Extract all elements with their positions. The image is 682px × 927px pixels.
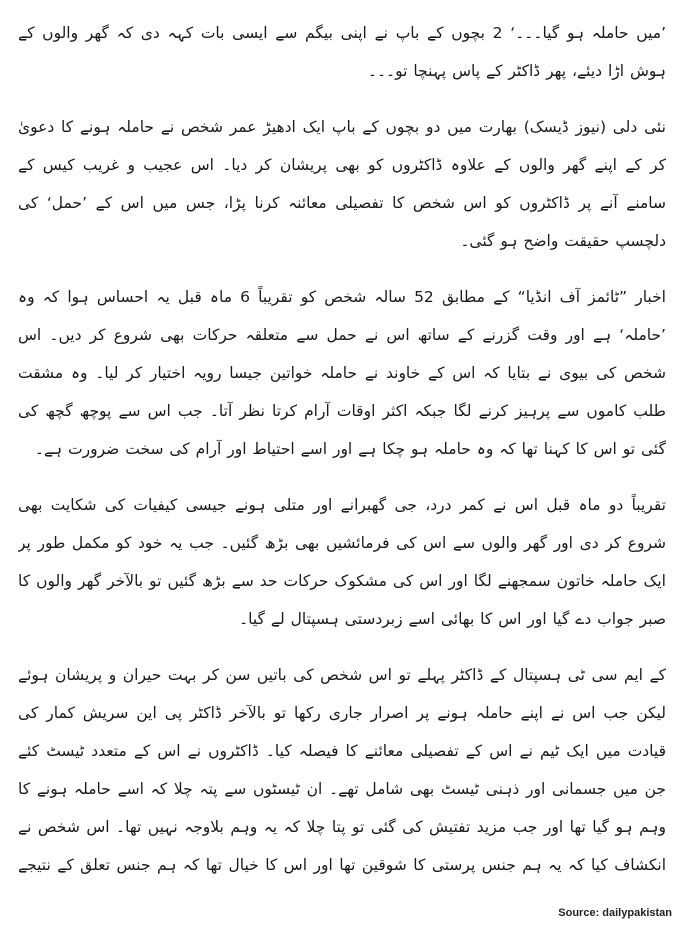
article-paragraph: اخبار ”ٹائمز آف انڈیا“ کے مطابق 52 سالہ شخص کو تقریباً 6 ماہ قبل یہ احساس ہوا کہ وہ ’حاملہ‘ ہے اور وقت گزرنے کے ساتھ اس نے حمل سے متعلقہ حرکات بھی شروع کر دیں۔ اس شخص کی بیوی نے بتایا کہ اس کے خاوند نے حاملہ خواتین جیسا رویہ اختیار کر لیا۔ وہ مشقت طلب کاموں سے پرہیز کرنے لگا جبکہ اکثر اوقات آرام کرتا نظر آتا۔ جب اس سے پوچھ گچھ کی گئی تو اس کا کہنا تھا کہ وہ حاملہ ہو چکا ہے اور اسے احتیاط اور آرام کی سخت ضرورت ہے۔: [18, 288, 666, 458]
article-headline-paragraph: ’میں حاملہ ہو گیا۔۔۔‘ 2 بچوں کے باپ نے اپنی بیگم سے ایسی بات کہہ دی کہ گھر والوں کے ہوش اڑا دیئے، پھر ڈاکٹر کے پاس پہنچا تو۔۔۔: [18, 24, 666, 80]
source-credit: Source: dailypakistan: [558, 907, 672, 919]
article-paragraph: کے ایم سی ٹی ہسپتال کے ڈاکٹر پہلے تو اس شخص کی باتیں سن کر بہت حیران و پریشان ہوئے لیکن جب اس نے اپنے حاملہ ہونے پر اصرار جاری رکھا تو بالآخر ڈاکٹر پی این سریش کمار کی قیادت میں ایک ٹیم نے اس کے تفصیلی معائنے کا فیصلہ کیا۔ ڈاکٹروں نے اس کے متعدد ٹیسٹ کئے جن میں جسمانی اور ذہنی ٹیسٹ بھی شامل تھے۔ ان ٹیسٹوں سے پتہ چلا کہ اسے حاملہ ہونے کا وہم ہو گیا تھا اور جب مزید تفتیش کی گئی تو پتا چلا کہ یہ وہم بلاوجہ نہیں تھا۔ اس شخص نے انکشاف کیا کہ یہ ہم جنس پرستی کا شوقین تھا اور اس کا خیال تھا کہ ہم جنس تعلق کے نتیجے: [18, 666, 666, 874]
article-paragraph: نئی دلی (نیوز ڈیسک) بھارت میں دو بچوں کے باپ ایک ادھیڑ عمر شخص نے حاملہ ہونے کا دعویٰ کر کے اپنے گھر والوں کے علاوہ ڈاکٹروں کو بھی پریشان کر دیا۔ اس عجیب و غریب کیس کے سامنے آنے پر ڈاکٹروں کو اس شخص کا تفصیلی معائنہ کرنا پڑا، جس میں اس کے ’حمل‘ کی دلچسپ حقیقت واضح ہو گئی۔: [18, 118, 666, 250]
article-body: [18, 14, 666, 887]
article-paragraph: تقریباً دو ماہ قبل اس نے کمر درد، جی گھبرانے اور متلی ہونے جیسی کیفیات کی شکایت بھی شروع کر دی اور گھر والوں سے اس کی فرمائشیں بھی بڑھ گئیں۔ جب یہ خود کو مکمل طور پر ایک حاملہ خاتون سمجھنے لگا اور اس کی مشکوک حرکات حد سے بڑھ گئیں تو بالآخر گھر والوں کا صبر جواب دے گیا اور اس کا بھائی اسے زبردستی ہسپتال لے گیا۔: [18, 496, 666, 628]
